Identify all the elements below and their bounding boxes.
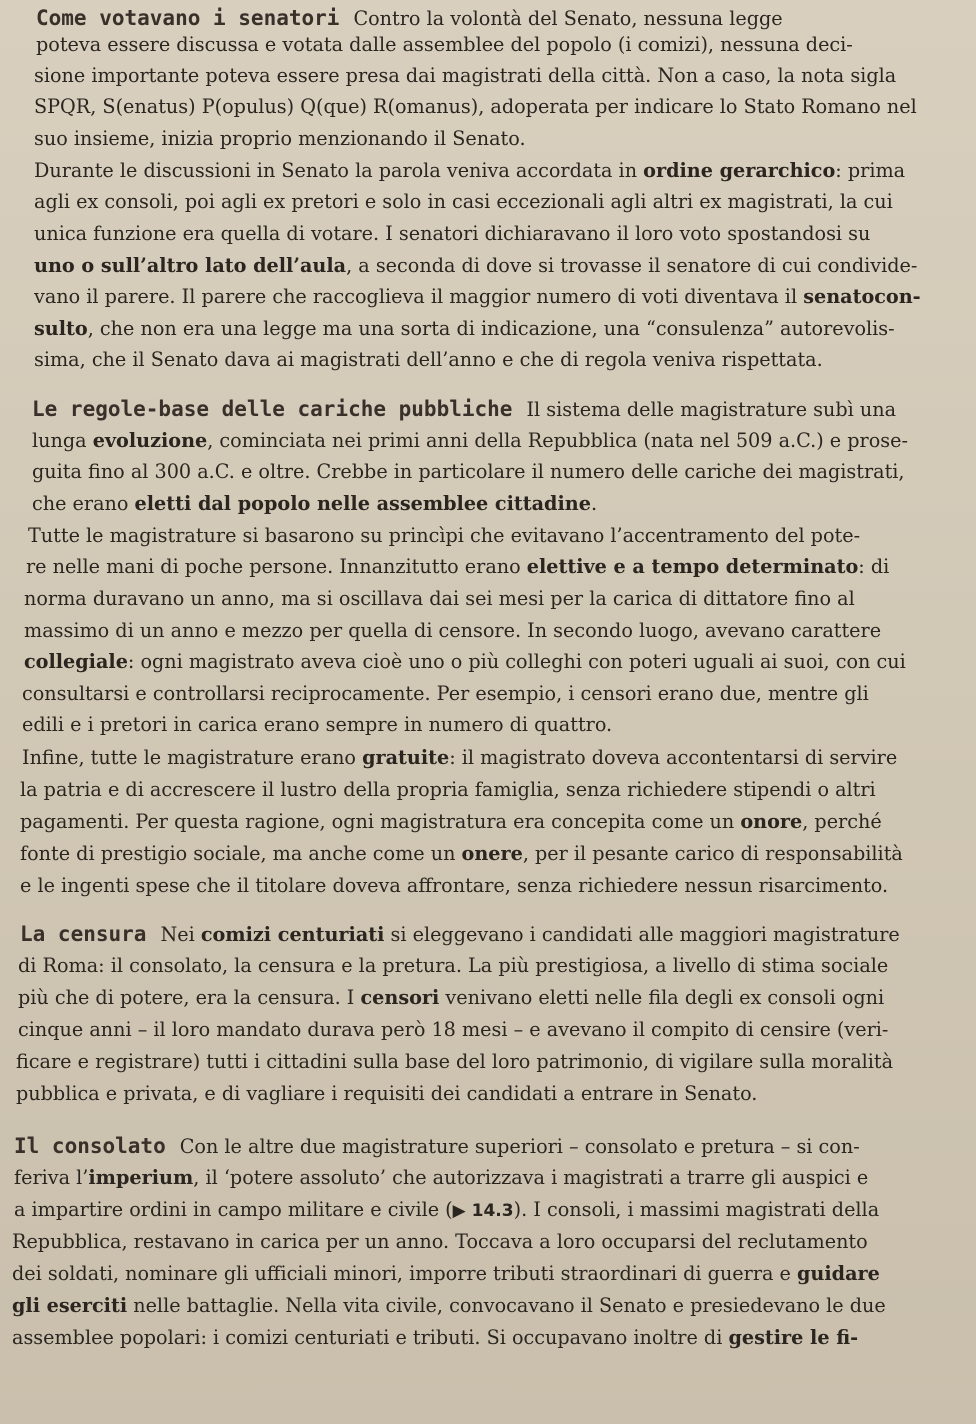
text-line: dei soldati, nominare gli ufficiali minori, imporre tributi straordinari di guerra e guidare xyxy=(12,1262,880,1285)
text-line: cinque anni – il loro mandato durava però 18 mesi – e avevano il compito di censire (veri- xyxy=(18,1018,889,1041)
text-line: fonte di prestigio sociale, ma anche come un onere, per il pesante carico di responsabilità xyxy=(20,842,903,865)
text-line: sima, che il Senato dava ai magistrati dell’anno e che di regola veniva rispettata. xyxy=(34,348,823,371)
text-line: Durante le discussioni in Senato la parola veniva accordata in ordine gerarchico: prima xyxy=(34,159,906,182)
text-line: la patria e di accrescere il lustro della propria famiglia, senza richiedere stipendi o altri xyxy=(20,778,876,801)
section-heading: Le regole-base delle cariche pubbliche xyxy=(32,397,513,421)
text-line: pagamenti. Per questa ragione, ogni magistratura era concepita come un onore, perché xyxy=(20,810,882,833)
text-line: Repubblica, restavano in carica per un anno. Toccava a loro occuparsi del reclutamento xyxy=(12,1230,868,1253)
text-line: guita fino al 300 a.C. e oltre. Crebbe in particolare il numero delle cariche dei magistrati, xyxy=(32,460,905,483)
text-line: collegiale: ogni magistrato aveva cioè uno o più colleghi con poteri uguali ai suoi, con cui xyxy=(24,650,906,673)
text-line: agli ex consoli, poi agli ex pretori e solo in casi eccezionali agli altri ex magistrati, la cui xyxy=(34,190,893,213)
text-line: gli eserciti nelle battaglie. Nella vita civile, convocavano il Senato e presiedevano le due xyxy=(12,1294,886,1317)
text-line: lunga evoluzione, cominciata nei primi anni della Repubblica (nata nel 509 a.C.) e prose- xyxy=(32,429,908,452)
section-heading: La censura xyxy=(20,922,147,946)
text-line: unica funzione era quella di votare. I senatori dichiaravano il loro voto spostandosi su xyxy=(34,222,871,245)
text-line: Tutte le magistrature si basarono su princìpi che evitavano l’accentramento del pote- xyxy=(28,524,861,547)
text-line: edili e i pretori in carica erano sempre in numero di quattro. xyxy=(22,713,613,736)
text-line: sulto, che non era una legge ma una sorta di indicazione, una “consulenza” autorevolis- xyxy=(34,317,895,340)
text-line: Il consolato Con le altre due magistrature superiori – consolato e pretura – si con- xyxy=(14,1134,860,1158)
text-line: e le ingenti spese che il titolare doveva affrontare, senza richiedere nessun risarcimento. xyxy=(20,874,889,897)
text-line: ficare e registrare) tutti i cittadini sulla base del loro patrimonio, di vigilare sulla moralità xyxy=(16,1050,894,1073)
section-heading: Come votavano i senatori xyxy=(36,6,340,30)
text-line: sione importante poteva essere presa dai magistrati della città. Non a caso, la nota sigla xyxy=(34,64,897,87)
text-line: suo insieme, inizia proprio menzionando il Senato. xyxy=(34,127,526,150)
text-line: che erano eletti dal popolo nelle assemblee cittadine. xyxy=(32,492,598,515)
text-line: Come votavano i senatori Contro la volontà del Senato, nessuna legge xyxy=(36,6,783,30)
text-line: norma duravano un anno, ma si oscillava dai sei mesi per la carica di dittatore fino al xyxy=(24,587,855,610)
text-line: di Roma: il consolato, la censura e la pretura. La più prestigiosa, a livello di stima sociale xyxy=(18,954,889,977)
cross-reference[interactable]: ▶ 14.3 xyxy=(452,1201,514,1221)
text-line: assemblee popolari: i comizi centuriati e tributi. Si occupavano inoltre di gestire le fi- xyxy=(12,1326,859,1349)
text-line: massimo di un anno e mezzo per quella di censore. In secondo luogo, avevano carattere xyxy=(24,619,882,642)
text-line: Infine, tutte le magistrature erano gratuite: il magistrato doveva accontentarsi di servire xyxy=(22,746,898,769)
text-line: re nelle mani di poche persone. Innanzitutto erano elettive e a tempo determinato: di xyxy=(26,555,890,578)
text-line: Le regole-base delle cariche pubbliche Il sistema delle magistrature subì una xyxy=(32,397,897,421)
section-heading: Il consolato xyxy=(14,1134,166,1158)
text-line: più che di potere, era la censura. I censori venivano eletti nelle fila degli ex consoli ogni xyxy=(18,986,885,1009)
text-line: poteva essere discussa e votata dalle assemblee del popolo (i comizi), nessuna deci- xyxy=(36,33,853,56)
text-line: a impartire ordini in campo militare e civile (▶ 14.3). I consoli, i massimi magistrati della xyxy=(14,1198,880,1221)
text-line: feriva l’imperium, il ‘potere assoluto’ che autorizzava i magistrati a trarre gli auspici e xyxy=(14,1166,869,1189)
text-line: vano il parere. Il parere che raccoglieva il maggior numero di voti diventava il senatocon- xyxy=(34,285,921,308)
text-line: pubblica e privata, e di vagliare i requisiti dei candidati a entrare in Senato. xyxy=(16,1082,758,1105)
text-line: SPQR, S(enatus) P(opulus) Q(que) R(omanus), adoperata per indicare lo Stato Romano nel xyxy=(34,95,917,118)
text-line: uno o sull’altro lato dell’aula, a seconda di dove si trovasse il senatore di cui condivide- xyxy=(34,254,918,277)
text-line: La censura Nei comizi centuriati si eleggevano i candidati alle maggiori magistrature xyxy=(20,922,900,946)
text-line: consultarsi e controllarsi reciprocamente. Per esempio, i censori erano due, mentre gli xyxy=(22,682,869,705)
